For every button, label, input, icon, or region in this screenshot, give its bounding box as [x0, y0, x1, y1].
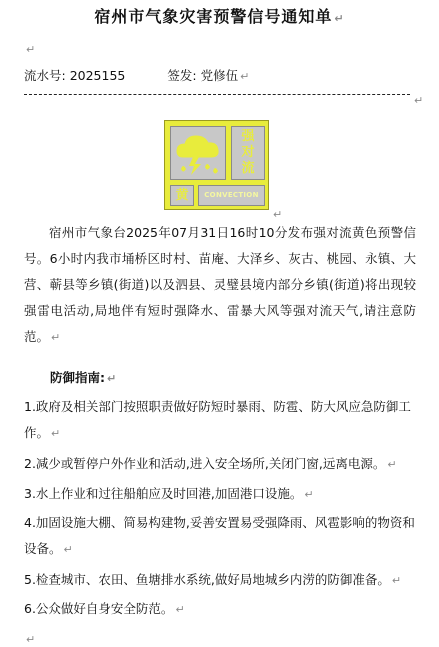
- signal-english-name: CONVECTION: [198, 185, 265, 206]
- signal-char: 强: [241, 129, 255, 144]
- signer-name: 党修伍: [200, 68, 239, 83]
- paragraph-mark: ↵: [414, 94, 424, 107]
- signal-level: 黄: [170, 185, 194, 206]
- paragraph-mark: ↵: [51, 427, 61, 440]
- blank-line: [24, 38, 35, 57]
- paragraph-mark: ↵: [240, 70, 250, 83]
- blank-line: [24, 628, 35, 647]
- paragraph-mark: ↵: [107, 372, 117, 385]
- guide-item: 3.水上作业和过往船舶应及时回港,加固港口设施。 ↵: [24, 486, 314, 501]
- guide-heading: 防御指南: ↵: [50, 370, 117, 385]
- paragraph-mark: ↵: [334, 12, 345, 25]
- guide-item: 2.减少或暂停户外作业和活动,进入安全场所,关闭门窗,远离电源。 ↵: [24, 456, 397, 471]
- serial-number: 2025155: [69, 68, 126, 83]
- document-title: 宿州市气象灾害预警信号通知单 ↵: [94, 7, 345, 26]
- paragraph-mark: ↵: [175, 603, 185, 616]
- serial-label: 流水号:: [24, 68, 66, 83]
- paragraph-mark: ↵: [304, 488, 314, 501]
- paragraph-mark: ↵: [273, 208, 283, 221]
- paragraph-mark: ↵: [51, 331, 61, 344]
- paragraph-mark: ↵: [26, 633, 36, 646]
- paragraph-mark: ↵: [391, 574, 402, 587]
- dashed-divider: [24, 94, 410, 95]
- divider-end: [412, 89, 423, 108]
- guide-item: 4.加固设施大棚、简易构建物,妥善安置易受强降雨、风雹影响的物资和设备。 ↵: [24, 515, 415, 556]
- signal-char: 对: [241, 145, 255, 160]
- warning-body: 宿州市气象台2025年07月31日16时10分发布强对流黄色预警信号。6小时内我市埇桥区时村、苗庵、大泽乡、灰古、桃园、永镇、大营、蕲县等乡镇(街道)以及泗县、灵璧县境内部分乡镇(街道)将出现较强雷电活动,局地伴有短时强降水、雷暴大风等强对流天气,请注意防范。 ↵: [24, 225, 416, 344]
- convection-signal-icon: [164, 120, 269, 210]
- paragraph-mark: ↵: [63, 543, 73, 556]
- signal-char: 流: [241, 161, 255, 176]
- guide-item: 1.政府及相关部门按照职责做好防短时暴雨、防雹、防大风应急防御工作。 ↵: [24, 399, 411, 440]
- signal-name-panel: [231, 126, 265, 180]
- paragraph-mark: ↵: [26, 43, 36, 56]
- signer-label: 签发:: [167, 68, 197, 83]
- serial-signer-line: [24, 66, 249, 84]
- paragraph-mark: ↵: [387, 458, 397, 471]
- guide-item: 6.公众做好自身安全防范。 ↵: [24, 601, 185, 616]
- guide-item: 5.检查城市、农田、鱼塘排水系统,做好局地城乡内涝的防御准备。 ↵: [24, 572, 402, 587]
- thunderstorm-cloud-icon: [170, 126, 226, 180]
